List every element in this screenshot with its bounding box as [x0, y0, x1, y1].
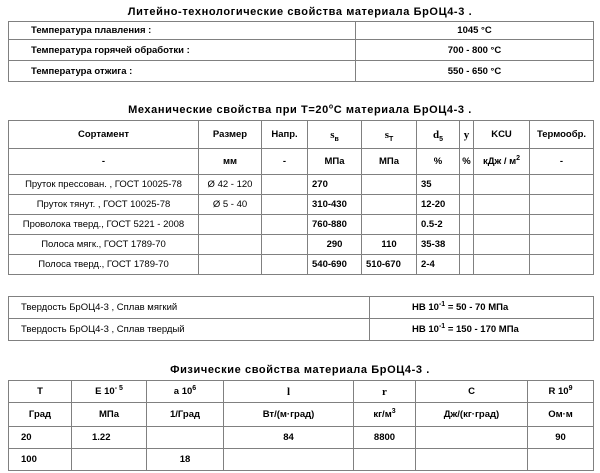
cell-direction: [262, 255, 308, 275]
cell-psi: [460, 215, 474, 235]
cell-kcu: [474, 195, 530, 215]
col-header-psi: [460, 121, 474, 149]
casting-title: Литейно-технологические свойства материала БрОЦ4-3 .: [127, 6, 473, 18]
hardness-range: = 150 - 170 МПа: [447, 324, 519, 335]
l-symbol: l: [286, 385, 291, 398]
table-row: [9, 61, 594, 82]
mechanical-title: [0, 104, 600, 116]
cell-expansion: 18: [147, 449, 224, 471]
cell-density: [354, 449, 416, 471]
unit-direction: -: [262, 149, 308, 175]
cell-delta: 12-20: [417, 195, 460, 215]
cell-heat-treatment: [530, 235, 594, 255]
unit-size: мм: [199, 149, 262, 175]
col-header-sigma-t: [362, 121, 417, 149]
hardness-sup: -1: [438, 300, 446, 308]
delta-sub: 5: [439, 135, 444, 143]
cell-grade: Пруток тянут. , ГОСТ 10025-78: [9, 195, 199, 215]
table-row: [9, 195, 594, 215]
casting-value: 550 - 650 °C: [356, 61, 594, 82]
cell-psi: [460, 195, 474, 215]
a-sup: 6: [192, 384, 197, 392]
col-header-resistivity: [528, 381, 594, 403]
cell-grade: Проволока тверд., ГОСТ 5221 - 2008: [9, 215, 199, 235]
col-header-heat-treatment: Термообр.: [530, 121, 594, 149]
unit-density-text: кг/м: [373, 409, 392, 420]
cell-size: [199, 235, 262, 255]
units-row: [9, 149, 594, 175]
e-sup: - 5: [114, 384, 123, 392]
cell-size: [199, 255, 262, 275]
hardness-label: Твердость БрОЦ4-3 , Сплав мягкий: [9, 297, 370, 319]
table-row: [9, 235, 594, 255]
table-row: [9, 255, 594, 275]
col-header-expansion: [147, 381, 224, 403]
table-row: [9, 215, 594, 235]
cell-direction: [262, 195, 308, 215]
cell-kcu: [474, 255, 530, 275]
cell-sigma-b: 290: [308, 235, 362, 255]
cell-sigma-t: 110: [362, 235, 417, 255]
unit-kcu-sup: 2: [516, 154, 521, 162]
cell-psi: [460, 175, 474, 195]
cell-heat-capacity: [416, 427, 528, 449]
header-row: [9, 121, 594, 149]
cell-heat-capacity: [416, 449, 528, 471]
hardness-label: Твердость БрОЦ4-3 , Сплав твердый: [9, 319, 370, 341]
a-label: a 10: [173, 386, 193, 397]
sigma-t-symbol: s: [384, 128, 389, 141]
mechanical-title-text-end: С материала БрОЦ4-3 .: [333, 104, 472, 116]
cell-kcu: [474, 215, 530, 235]
cell-sigma-b: 540-690: [308, 255, 362, 275]
cell-sigma-b: 270: [308, 175, 362, 195]
unit-heat-capacity: Дж/(кг·град): [416, 403, 528, 427]
hardness-prefix: HB 10: [412, 324, 439, 335]
table-row: [9, 22, 594, 40]
cell-direction: [262, 235, 308, 255]
cell-direction: [262, 215, 308, 235]
unit-kcu-text: кДж / м: [482, 156, 517, 167]
cell-size: Ø 42 - 120: [199, 175, 262, 195]
col-header-density: [354, 381, 416, 403]
cell-delta: 35-38: [417, 235, 460, 255]
unit-temperature: Град: [9, 403, 72, 427]
hardness-value: [370, 297, 594, 319]
r-symbol: r: [382, 385, 387, 398]
mechanical-title-text: Механические свойства при Т=20: [128, 104, 329, 116]
col-header-heat-capacity: C: [416, 381, 528, 403]
cell-elastic-modulus: [72, 449, 147, 471]
e-label: E 10: [95, 386, 115, 397]
col-header-direction: Напр.: [262, 121, 308, 149]
psi-symbol: y: [463, 128, 470, 141]
degree-sup: o: [328, 103, 334, 111]
cell-delta: 2-4: [417, 255, 460, 275]
cell-conductivity: [224, 449, 354, 471]
casting-label: Температура плавления :: [9, 22, 356, 40]
cell-heat-treatment: [530, 195, 594, 215]
cell-sigma-t: [362, 195, 417, 215]
table-row: [9, 449, 594, 471]
physical-title: Физические свойства материала БрОЦ4-3 .: [170, 364, 430, 376]
cell-temperature: 20: [9, 427, 72, 449]
casting-value: 700 - 800 °C: [356, 40, 594, 61]
sigma-b-symbol: s: [330, 128, 335, 141]
unit-heat-treatment: -: [530, 149, 594, 175]
col-header-grade: Сортамент: [9, 121, 199, 149]
physical-table: [8, 380, 594, 471]
cell-conductivity: 84: [224, 427, 354, 449]
cell-sigma-b: 310-430: [308, 195, 362, 215]
cell-heat-treatment: [530, 215, 594, 235]
table-row: [9, 297, 594, 319]
unit-psi: %: [460, 149, 474, 175]
col-header-sigma-b: [308, 121, 362, 149]
cell-kcu: [474, 175, 530, 195]
R-sup: 9: [568, 384, 573, 392]
col-header-delta: [417, 121, 460, 149]
hardness-value: [370, 319, 594, 341]
cell-heat-treatment: [530, 175, 594, 195]
cell-delta: 35: [417, 175, 460, 195]
unit-expansion: 1/Град: [147, 403, 224, 427]
casting-label: Температура горячей обработки :: [9, 40, 356, 61]
unit-density: [354, 403, 416, 427]
cell-sigma-t: [362, 175, 417, 195]
cell-size: Ø 5 - 40: [199, 195, 262, 215]
cell-psi: [460, 255, 474, 275]
cell-grade: Полоса мягк., ГОСТ 1789-70: [9, 235, 199, 255]
cell-resistivity: [528, 449, 594, 471]
cell-density: 8800: [354, 427, 416, 449]
R-label: R 10: [548, 386, 569, 397]
casting-label: Температура отжига :: [9, 61, 356, 82]
cell-sigma-b: 760-880: [308, 215, 362, 235]
unit-kcu: [474, 149, 530, 175]
units-row: [9, 403, 594, 427]
delta-symbol: d: [432, 128, 440, 141]
cell-elastic-modulus: 1.22: [72, 427, 147, 449]
hardness-sup: -1: [438, 322, 446, 330]
cell-temperature: 100: [9, 449, 72, 471]
cell-psi: [460, 235, 474, 255]
table-row: [9, 40, 594, 61]
col-header-temperature: T: [9, 381, 72, 403]
hardness-range: = 50 - 70 МПа: [447, 302, 509, 313]
casting-table: [8, 21, 594, 82]
col-header-kcu: KCU: [474, 121, 530, 149]
mechanical-table: [8, 120, 594, 275]
header-row: [9, 381, 594, 403]
hardness-table: [8, 296, 594, 341]
cell-heat-treatment: [530, 255, 594, 275]
cell-grade: Пруток прессован. , ГОСТ 10025-78: [9, 175, 199, 195]
unit-sigma-b: МПа: [308, 149, 362, 175]
col-header-conductivity: [224, 381, 354, 403]
unit-delta: %: [417, 149, 460, 175]
casting-value: 1045 °C: [356, 22, 594, 40]
cell-size: [199, 215, 262, 235]
col-header-size: Размер: [199, 121, 262, 149]
cell-sigma-t: [362, 215, 417, 235]
unit-elastic-modulus: МПа: [72, 403, 147, 427]
cell-direction: [262, 175, 308, 195]
table-row: [9, 427, 594, 449]
cell-kcu: [474, 235, 530, 255]
sigma-b-sub: в: [334, 135, 339, 143]
unit-sigma-t: МПа: [362, 149, 417, 175]
unit-resistivity: Ом·м: [528, 403, 594, 427]
table-row: [9, 319, 594, 341]
cell-grade: Полоса тверд., ГОСТ 1789-70: [9, 255, 199, 275]
unit-density-sup: 3: [391, 407, 396, 415]
cell-resistivity: 90: [528, 427, 594, 449]
sigma-t-sub: T: [389, 135, 394, 143]
col-header-elastic-modulus: [72, 381, 147, 403]
table-row: [9, 175, 594, 195]
cell-delta: 0.5-2: [417, 215, 460, 235]
hardness-prefix: HB 10: [412, 302, 439, 313]
cell-sigma-t: 510-670: [362, 255, 417, 275]
unit-conductivity: Вт/(м·град): [224, 403, 354, 427]
cell-expansion: [147, 427, 224, 449]
unit-grade: -: [9, 149, 199, 175]
